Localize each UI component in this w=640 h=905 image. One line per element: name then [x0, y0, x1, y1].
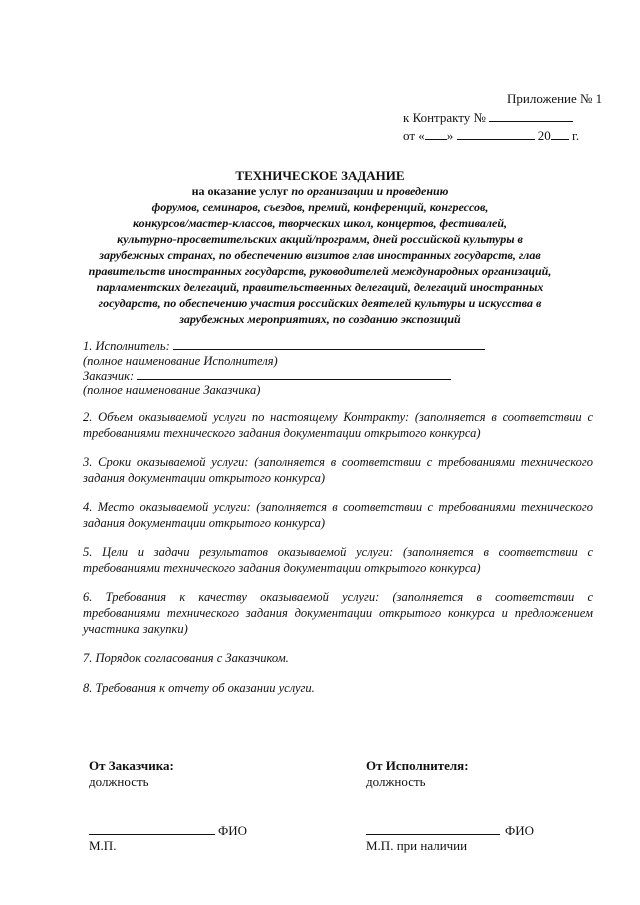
section-5-line-1: 5. Цели и задачи результатов оказываемой услуги: (заполняется в соответствии с: [83, 545, 593, 559]
title-line-4: зарубежных странах, по обеспечению визитов глав иностранных государств, глав: [99, 248, 541, 262]
section-4-line-2: задания документации открытого конкурса): [83, 516, 326, 530]
section-4-line-1: 4. Место оказываемой услуги: (заполняется в соответствии с требованиями технического: [83, 500, 593, 514]
section-7-line-1: 7. Порядок согласования с Заказчиком.: [83, 651, 289, 665]
executor-signature-position: должность: [366, 774, 426, 789]
date-quote-close: »: [446, 128, 454, 143]
executor-label: 1. Исполнитель:: [83, 339, 170, 353]
date-year-blank: [551, 128, 569, 140]
customer-label: Заказчик:: [83, 369, 135, 383]
title-line-6: парламентских делегаций, правительственных делегаций, делегаций иностранных: [96, 280, 544, 294]
contract-number-line: [403, 110, 573, 126]
customer-blank[interactable]: [137, 368, 451, 380]
customer-signature-fio: ФИО: [218, 823, 248, 838]
title-subtitle: [0, 184, 640, 199]
contract-number-blank: [489, 110, 573, 122]
customer-row: [83, 368, 451, 384]
section-6-line-2: требованиями технического задания документации открытого конкурса и предложением: [83, 606, 593, 620]
customer-signature-line[interactable]: [89, 834, 215, 835]
document-title: ТЕХНИЧЕСКОЕ ЗАДАНИЕ: [235, 168, 405, 183]
section-6-line-3: участника закупки): [83, 622, 188, 636]
contract-date-line: [403, 128, 579, 144]
appendix-label: Приложение № 1: [507, 91, 603, 106]
executor-row: [83, 338, 485, 354]
executor-blank[interactable]: [173, 338, 485, 350]
date-year-prefix: 20: [537, 128, 551, 143]
section-3-line-1: 3. Сроки оказываемой услуги: (заполняется в соответствии с требованиями технического: [83, 455, 593, 469]
section-2-line-1: 2. Объем оказываемой услуги по настоящему Контракту: (заполняется в соответствии с: [83, 410, 593, 424]
date-year-suffix: г.: [572, 128, 580, 143]
title-line-8: зарубежных мероприятиях, по созданию экспозиций: [179, 312, 461, 326]
title-line-1: форумов, семинаров, съездов, премий, конференций, конгрессов,: [151, 200, 489, 214]
date-from-label: от «: [403, 128, 425, 143]
section-6-line-1: 6. Требования к качеству оказываемой услуги: (заполняется в соответствии с: [83, 590, 593, 604]
title-line-7: государств, по обеспечению участия российских деятелей культуры и искусства в: [98, 296, 542, 310]
section-5-line-2: требованиями технического задания документации открытого конкурса): [83, 561, 481, 575]
date-month-blank: [457, 128, 535, 140]
section-2-line-2: требованиями технического задания документации открытого конкурса): [83, 426, 481, 440]
executor-signature-line[interactable]: [366, 834, 500, 835]
executor-signature-fio: ФИО: [505, 823, 535, 838]
title-line-5: правительств иностранных государств, руководителей международных организаций,: [88, 264, 552, 278]
subtitle-italic: по организации и проведению: [291, 184, 449, 198]
executor-stamp-label: М.П. при наличии: [366, 838, 468, 853]
customer-signature-position: должность: [89, 774, 149, 789]
date-day-blank: [425, 128, 447, 140]
executor-signature-heading: От Исполнителя:: [366, 758, 469, 773]
contract-prefix: к Контракту №: [403, 110, 486, 125]
executor-hint: (полное наименование Исполнителя): [83, 354, 278, 368]
section-8-line-1: 8. Требования к отчету об оказании услуги.: [83, 681, 315, 695]
customer-hint: (полное наименование Заказчика): [83, 383, 261, 397]
section-3-line-2: задания документации открытого конкурса): [83, 471, 326, 485]
title-line-3: культурно-просветительских акций/программ, дней российской культуры в: [117, 232, 523, 246]
customer-stamp-label: М.П.: [89, 838, 117, 853]
title-line-2: конкурсов/мастер-классов, творческих школ, концертов, фестивалей,: [132, 216, 508, 230]
customer-signature-heading: От Заказчика:: [89, 758, 174, 773]
subtitle-plain: на оказание услуг: [191, 184, 289, 198]
